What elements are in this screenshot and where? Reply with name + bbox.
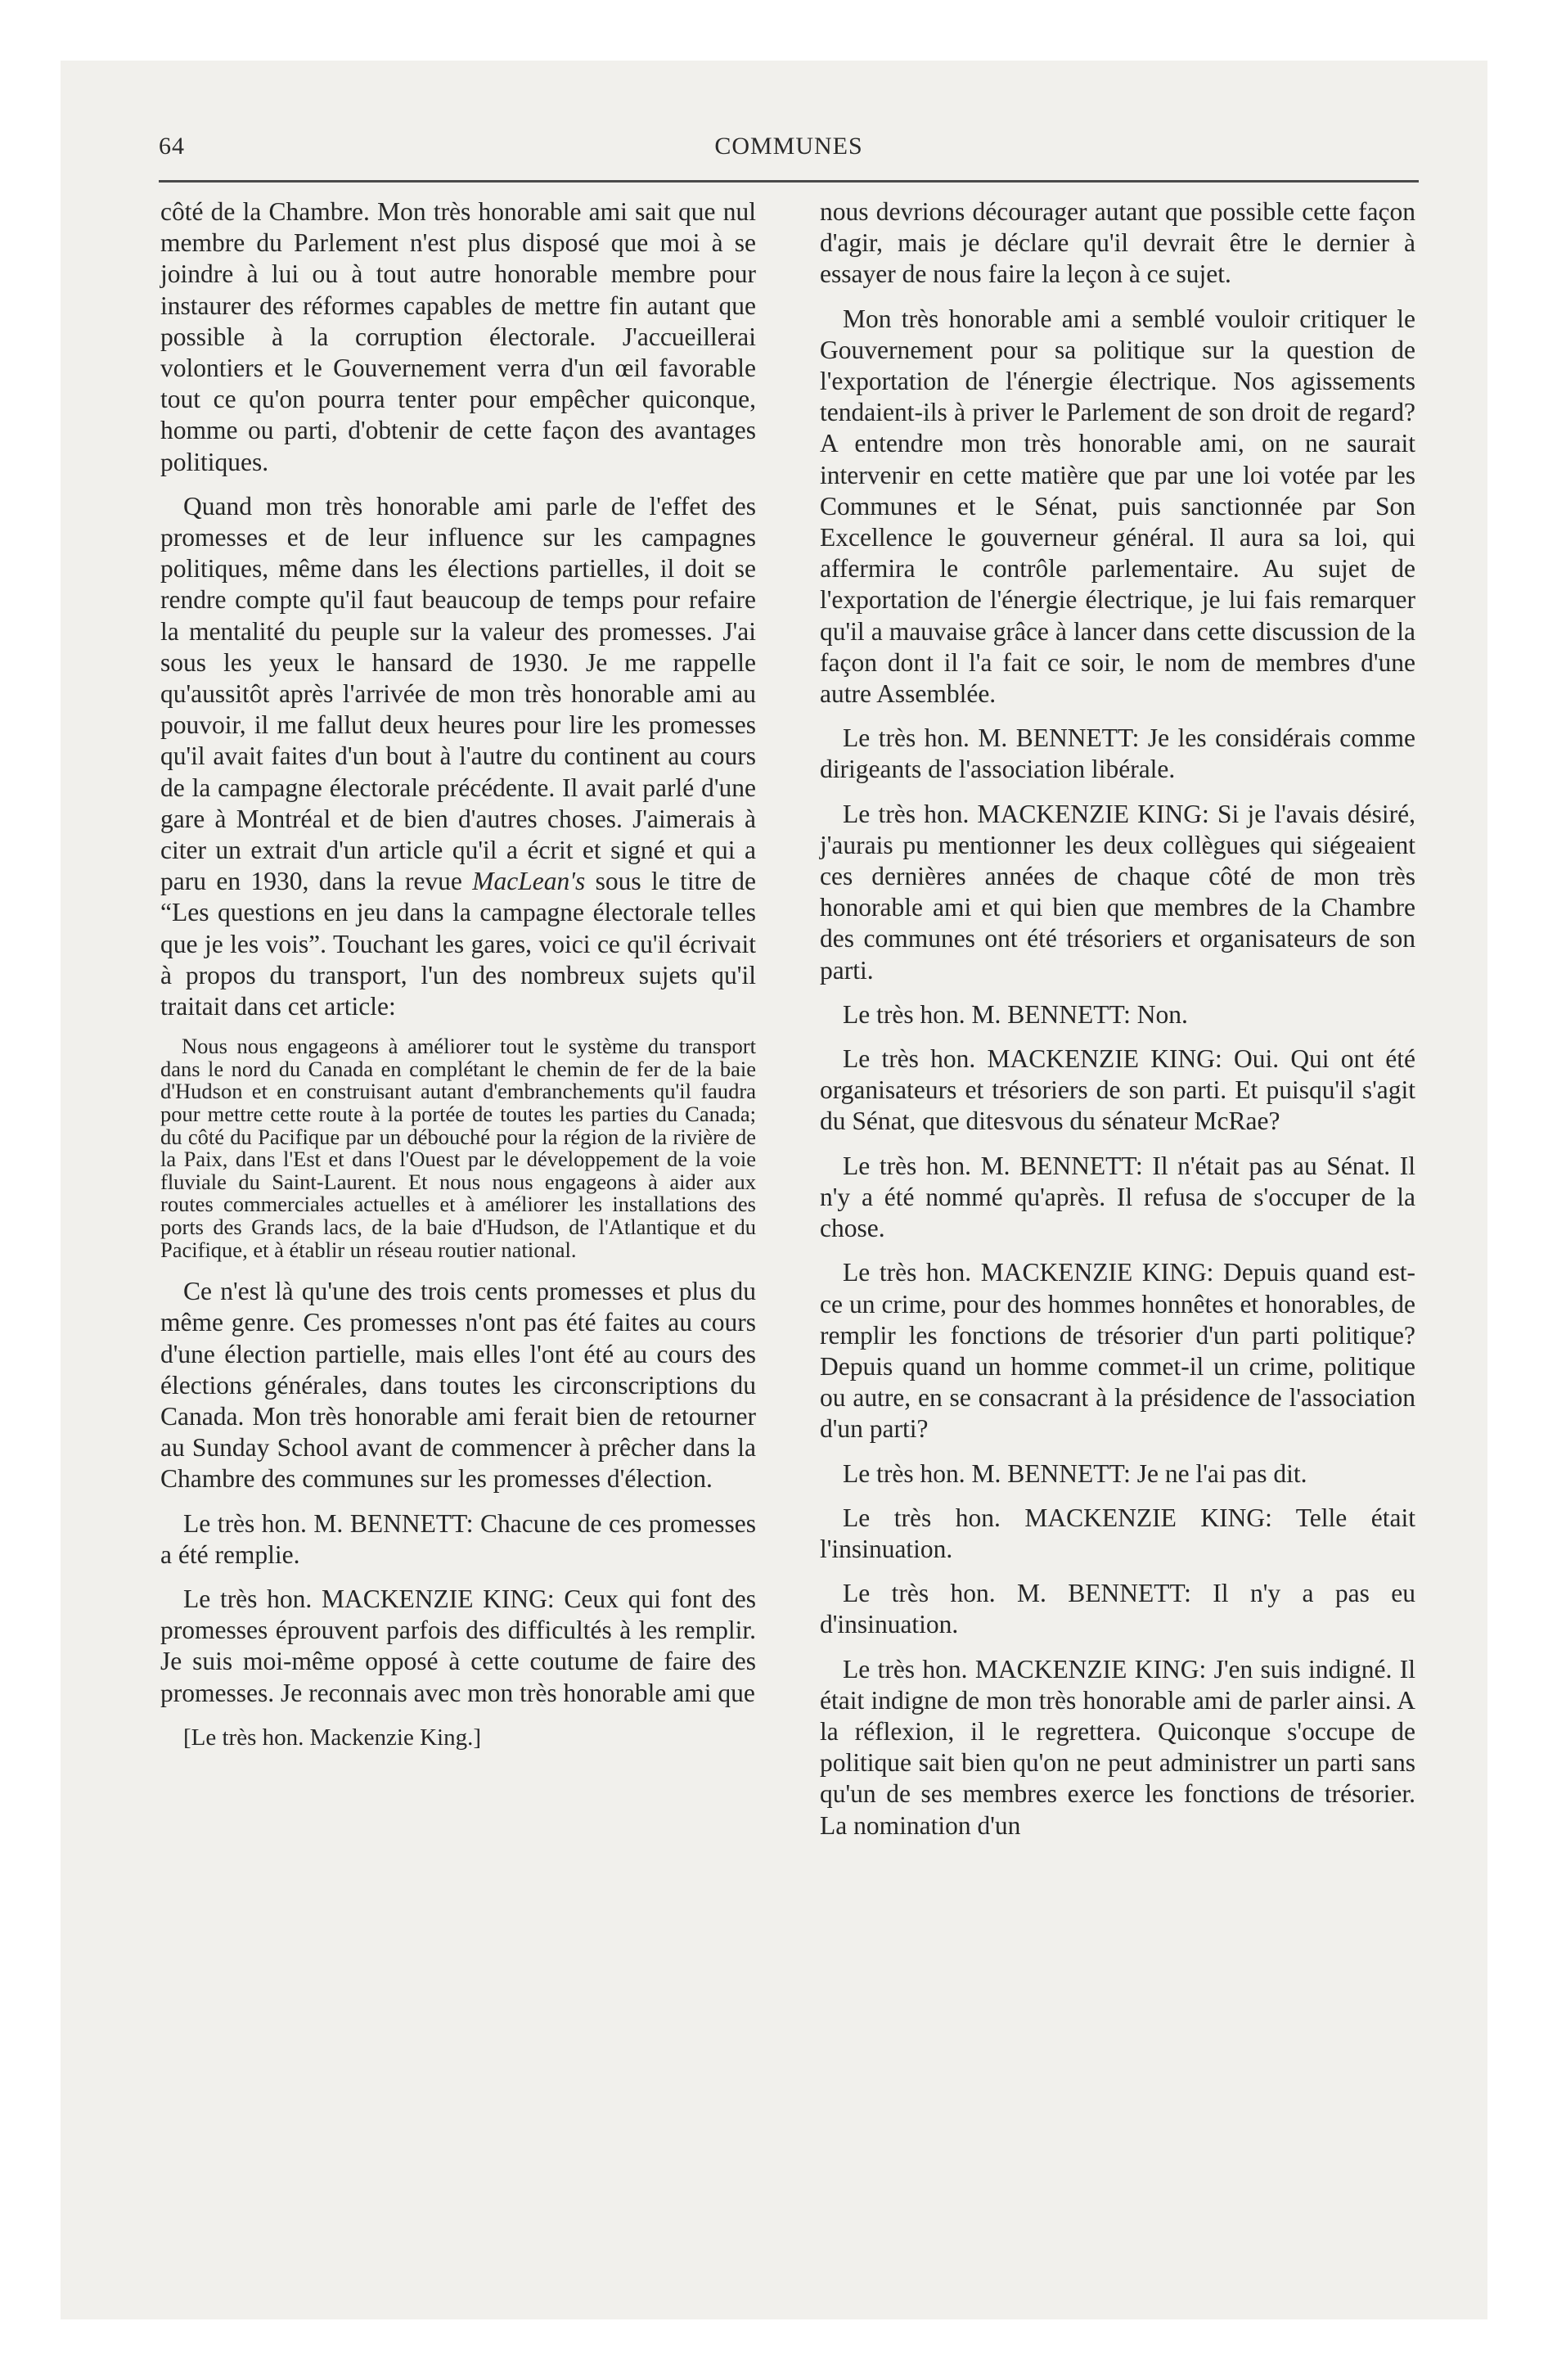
paragraph-text: Quand mon très honorable ami parle de l'effet des promesses et de leur influence sur les campagnes politiques, même dans les élections partielles, il doit se rendre compte qu'il faut beaucoup de temps pour refaire la mentalité du peuple sur la valeur des promesses. J'ai sous les yeux le hansard de 1930. Je me rappelle qu'aussitôt après l'arrivée de mon très honorable ami au pouvoir, il me fallut deux heures pour lire les promesses qu'il avait faites d'un bout à l'autre du continent au cours de la campagne électorale précédente. Il avait parlé d'une gare à Montréal et de bien d'autres choses. J'aimerais à citer un extrait d'un article qu'il a écrit et signé et qui a paru en 1930, dans la revue: [160, 491, 756, 896]
page-header: [159, 133, 1419, 169]
running-title: COMMUNES: [714, 133, 863, 160]
paragraph: côté de la Chambre. Mon très honorable ami sait que nul membre du Parlement n'est plus disposé que moi à se joindre à lui ou à tout autre honorable membre pour instaurer des réformes capables de mettre fin autant que possible à la corruption électorale. J'accueillerai volontiers et le Gouvernement verra d'un œil favorable tout ce qu'on pourra tenter pour empêcher quiconque, homme ou parti, d'obtenir de cette façon des avantages politiques.: [160, 197, 756, 476]
paragraph: Le très hon. MACKENZIE KING: Depuis quand est-ce un crime, pour des hommes honnêtes et honorables, de remplir les fonctions de trésorier d'un parti politique? Depuis quand un homme commet-il un crime, politique ou autre, en se consacrant à la présidence de l'association d'un parti?: [820, 1258, 1415, 1444]
paragraph: Le très hon. M. BENNETT: Chacune de ces promesses a été remplie.: [160, 1508, 756, 1569]
header-rule: [159, 180, 1419, 183]
paragraph: [160, 491, 756, 1022]
paragraph: Le très hon. MACKENZIE KING: J'en suis indigné. Il était indigne de mon très honorable ami de parler ainsi. A la réflexion, il le regrettera. Quiconque s'occupe de politique sait bien qu'on ne peut administrer un parti sans qu'un de ses membres exerce les fonctions de trésorier. La nomination d'un: [820, 1654, 1415, 1840]
page-number: 64: [159, 133, 185, 160]
left-column: [160, 196, 756, 1766]
paragraph: Le très hon. M. BENNETT: Il n'était pas au Sénat. Il n'y a été nommé qu'après. Il refusa de s'occuper de la chose.: [820, 1151, 1415, 1243]
paragraph: Le très hon. MACKENZIE KING: Telle était l'insinuation.: [820, 1503, 1415, 1563]
paragraph: Le très hon. MACKENZIE KING: Oui. Qui ont été organisateurs et trésoriers de son parti. Et puisqu'il s'agit du Sénat, que ditesvous du sénateur McRae?: [820, 1044, 1415, 1136]
speaker-note: [Le très hon. Mackenzie King.]: [183, 1724, 481, 1751]
quotation: Nous nous engageons à améliorer tout le système du transport dans le nord du Canada en complétant le chemin de fer de la baie d'Hudson et en construisant autant d'embranchements qu'il faudra pour mettre cette route à la portée de toutes les parties du Canada; du côté du Pacifique par un débouché pour la région de la rivière de la Paix, dans l'Est et dans l'Ouest par le développement de la voie fluviale du Saint-Laurent. Et nous nous engageons à aider aux routes commerciales actuelles et à améliorer les installations des ports des Grands lacs, de la baie d'Hudson, de l'Atlantique et du Pacifique, et à établir un réseau routier national.: [160, 1034, 756, 1262]
paragraph: Le très hon. M. BENNETT: Je les considérais comme dirigeants de l'association libérale.: [820, 723, 1415, 784]
paragraph: Mon très honorable ami a semblé vouloir critiquer le Gouvernement pour sa politique sur la question de l'exportation de l'énergie électrique. Nos agissements tendaient-ils à priver le Parlement de son droit de regard? A entendre mon très honorable ami, on ne saurait intervenir en cette matière que par une loi votée par les Communes et le Sénat, puis sanctionnée par Son Excellence le gouverneur général. Il aura sa loi, qui affermira le contrôle parlementaire. Au sujet de l'exportation de l'énergie électrique, je lui fais remarquer qu'il a mauvaise grâce à lancer dans cette discussion de la façon dont il l'a fait ce soir, le nom de membres d'une autre Assemblée.: [820, 304, 1415, 709]
paragraph: Le très hon. MACKENZIE KING: Si je l'avais désiré, j'aurais pu mentionner les deux collègues qui siégeaient ces dernières années de chaque côté de mon très honorable ami et qui bien que membres de la Chambre des communes ont été trésoriers et organisateurs de son parti.: [820, 799, 1415, 985]
paragraph: Le très hon. M. BENNETT: Non.: [843, 999, 1188, 1029]
paragraph: Le très hon. MACKENZIE KING: Ceux qui font des promesses éprouvent parfois des difficultés à les remplir. Je suis moi-même opposé à cette coutume de faire des promesses. Je reconnais avec mon très honorable ami que: [160, 1584, 756, 1707]
magazine-title: MacLean's: [472, 867, 586, 896]
paragraph: Le très hon. M. BENNETT: Je ne l'ai pas dit.: [843, 1458, 1307, 1488]
paragraph: Ce n'est là qu'une des trois cents promesses et plus du même genre. Ces promesses n'ont pas été faites au cours d'une élection partielle, mais elles l'ont été au cours des élections générales, dans toutes les circonscriptions du Canada. Mon très honorable ami ferait bien de retourner au Sunday School avant de commencer à prêcher dans la Chambre des communes sur les promesses d'élection.: [160, 1277, 756, 1494]
paragraph: nous devrions décourager autant que possible cette façon d'agir, mais je déclare qu'il devrait être le dernier à essayer de nous faire la leçon à ce sujet.: [820, 197, 1415, 289]
right-column: [820, 196, 1415, 1855]
paragraph: Le très hon. M. BENNETT: Il n'y a pas eu d'insinuation.: [820, 1579, 1415, 1639]
paragraph-text: sous le titre de “Les questions en jeu dans la campagne électorale telles que je les vois”. Touchant les gares, voici ce qu'il écrivait à propos du transport, l'un des nombreux sujets qu'il traitait dans cet article:: [160, 867, 757, 1021]
